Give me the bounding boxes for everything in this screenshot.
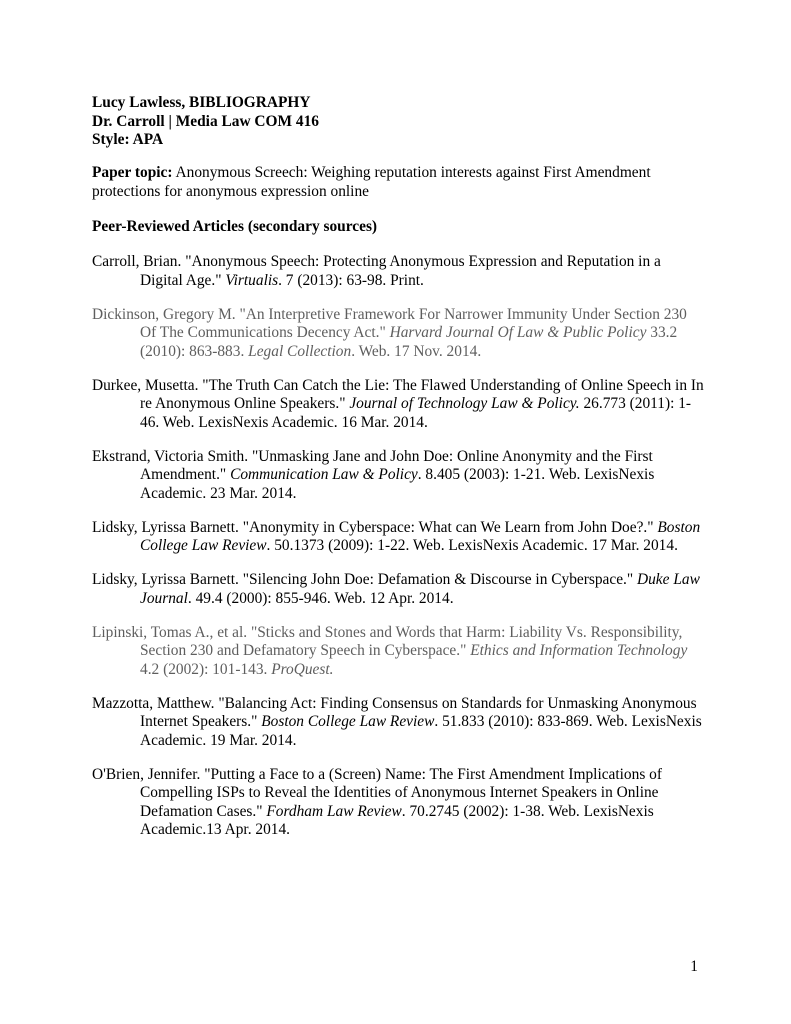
entry-journal: Duke Law Journal bbox=[140, 571, 700, 607]
entry-journal: Communication Law & Policy bbox=[230, 466, 418, 483]
entry-journal: Fordham Law Review bbox=[266, 802, 402, 820]
bibliography-entry bbox=[92, 253, 704, 290]
entry-access-date: . Web. 17 Nov. 2014. bbox=[351, 342, 482, 360]
course-line: Dr. Carroll | Media Law COM 416 bbox=[92, 112, 319, 130]
entry-author: Ekstrand, Victoria Smith. bbox=[92, 447, 252, 465]
style-line: Style: APA bbox=[92, 131, 164, 148]
bibliography-entry bbox=[92, 377, 704, 433]
entry-details: 33.2 (2010): 863-883. bbox=[140, 324, 678, 360]
entry-journal: Harvard Journal Of Law & Public Policy bbox=[389, 324, 647, 341]
bibliography-entry bbox=[92, 519, 704, 556]
entry-details: . 8.405 (2003): 1-21. Web. LexisNexis Academic. 23 Mar. 2014. bbox=[140, 466, 655, 502]
entry-author: Lidsky, Lyrissa Barnett. bbox=[92, 571, 243, 588]
page-number: 1 bbox=[690, 958, 698, 975]
entry-details: . 7 (2013): 63-98. Print. bbox=[278, 271, 424, 289]
entry-details: . 51.833 (2010): 833-869. Web. LexisNexis Academic. 19 Mar. 2014. bbox=[140, 713, 702, 749]
section-heading: Peer-Reviewed Articles (secondary sources) bbox=[92, 218, 378, 235]
bibliography-entry bbox=[92, 695, 704, 751]
bibliography-entry bbox=[92, 624, 704, 680]
entry-journal: Ethics and Information Technology bbox=[470, 642, 688, 659]
document-header bbox=[92, 94, 712, 150]
bibliography-entry bbox=[92, 766, 704, 840]
entry-details: . 70.2745 (2002): 1-38. Web. LexisNexis Academic.13 Apr. 2014. bbox=[140, 802, 654, 838]
entry-database: Legal Collection bbox=[248, 342, 352, 360]
entry-author: Durkee, Musetta. bbox=[92, 376, 203, 394]
entry-author: Dickinson, Gregory M. bbox=[92, 305, 240, 323]
entry-author: Lipinski, Tomas A., et al. bbox=[92, 623, 251, 641]
entry-details: . 49.4 (2000): 855-946. Web. 12 Apr. 2014. bbox=[187, 589, 454, 607]
entry-details: . 50.1373 (2009): 1-22. Web. LexisNexis Academic. 17 Mar. 2014. bbox=[266, 537, 678, 554]
entry-title: "Putting a Face to a (Screen) Name: The First Amendment Implications of Compelling ISPs to Reveal the Identities of Anonymous Internet Speakers in Online Defamation Cases." bbox=[140, 765, 662, 820]
entry-author: O'Brien, Jennifer. bbox=[92, 765, 205, 783]
bibliography-list bbox=[92, 253, 704, 855]
entry-title: "Anonymous Speech: Protecting Anonymous Expression and Reputation in a Digital Age." bbox=[140, 253, 661, 289]
entry-title: "Anonymity in Cyberspace: What can We Learn from John Doe?." bbox=[242, 518, 658, 536]
entry-journal: Journal of Technology Law & Policy. bbox=[349, 395, 580, 412]
entry-details: 4.2 (2002): 101-143. bbox=[140, 660, 272, 678]
entry-details: 26.773 (2011): 1-46. Web. LexisNexis Academic. 16 Mar. 2014. bbox=[140, 395, 692, 431]
entry-title: "The Truth Can Catch the Lie: The Flawed Understanding of Online Speech in In re Anonymous Online Speakers." bbox=[140, 376, 704, 412]
entry-author: Carroll, Brian. bbox=[92, 253, 186, 270]
entry-title: "An Interpretive Framework For Narrower Immunity Under Section 230 Of The Communications Decency Act." bbox=[140, 305, 687, 341]
paper-topic-text: Anonymous Screech: Weighing reputation interests against First Amendment protections for anonymous expression online bbox=[92, 164, 651, 200]
entry-journal: Boston College Law Review bbox=[261, 713, 435, 730]
entry-title: "Balancing Act: Finding Consensus on Standards for Unmasking Anonymous Internet Speakers." bbox=[140, 694, 697, 730]
entry-author: Lidsky, Lyrissa Barnett. bbox=[92, 518, 243, 536]
entry-title: "Sticks and Stones and Words that Harm: Liability Vs. Responsibility, Section 230 and Defamatory Speech in Cyberspace." bbox=[140, 623, 683, 659]
entry-title: "Silencing John Doe: Defamation & Discourse in Cyberspace." bbox=[242, 571, 637, 588]
paper-topic-label: Paper topic: bbox=[92, 164, 173, 181]
entry-journal: Virtualis bbox=[225, 271, 279, 289]
bibliography-entry bbox=[92, 306, 704, 362]
entry-title: "Unmasking Jane and John Doe: Online Anonymity and the First Amendment." bbox=[140, 447, 653, 483]
author-title-line: Lucy Lawless, BIBLIOGRAPHY bbox=[92, 94, 311, 111]
entry-author: Mazzotta, Matthew. bbox=[92, 694, 219, 712]
entry-journal: Boston College Law Review bbox=[140, 518, 701, 554]
bibliography-entry bbox=[92, 448, 704, 504]
bibliography-entry bbox=[92, 571, 704, 608]
entry-database: ProQuest. bbox=[271, 660, 334, 678]
paper-topic bbox=[92, 164, 712, 201]
